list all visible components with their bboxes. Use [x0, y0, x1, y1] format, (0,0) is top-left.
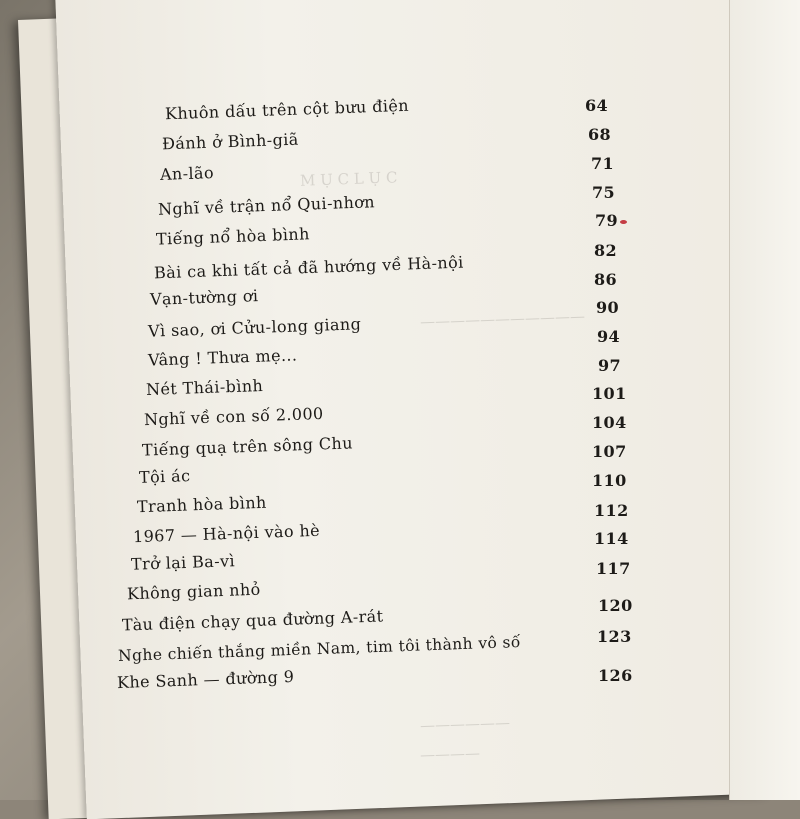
toc-entry-title: Khuôn dấu trên cột bưu điện: [164, 95, 410, 124]
toc-entry-page: 101: [592, 384, 627, 403]
toc-entry-title: Tội ác: [138, 466, 191, 487]
toc-entry-page: 114: [594, 529, 629, 548]
toc-entry-title: Tàu điện chạy qua đường A-rát: [121, 606, 384, 635]
toc-entry-title: Tiếng nổ hòa bình: [155, 224, 311, 249]
toc-entry-page: 126: [598, 666, 633, 685]
toc-entry-page: 86: [594, 270, 618, 289]
toc-entry-title: Nghĩ về con số 2.000: [143, 403, 324, 430]
toc-entry-title: Đánh ở Bình-giã: [161, 129, 299, 154]
bleed-through-line: ——————: [419, 713, 511, 735]
toc-entry-page: 104: [592, 413, 627, 432]
toc-entry-title: Khe Sanh — đường 9: [116, 666, 295, 693]
toc-entry-page: 123: [597, 627, 632, 646]
toc-entry-page: 71: [591, 154, 615, 173]
toc-entry-title: Tiếng quạ trên sông Chu: [141, 433, 354, 460]
toc-entry-title: Không gian nhỏ: [126, 579, 261, 604]
toc-entry-page: 64: [585, 96, 609, 115]
toc-entry-title: Trở lại Ba-vì: [130, 551, 236, 574]
toc-entry-title: Bài ca khi tất cả đã hướng về Hà-nội: [153, 252, 464, 283]
toc-entry-page: 94: [597, 327, 621, 346]
toc-entry-title: Vì sao, ơi Cửu-long giang: [147, 314, 362, 341]
toc-entry-page: 79: [595, 211, 619, 230]
toc-entry-page: 68: [588, 125, 612, 144]
toc-entry-title: Nghe chiến thắng miền Nam, tim tôi thành vô số: [117, 632, 522, 666]
toc-entry-title: Nét Thái-bình: [145, 375, 264, 400]
toc-entry-title: Vạn-tường ơi: [149, 286, 259, 309]
toc-entry-title: 1967 — Hà-nội vào hè: [132, 520, 321, 547]
bleed-through-line: ———————————: [419, 307, 586, 331]
toc-entry-title: Vâng ! Thưa mẹ...: [147, 345, 298, 370]
toc-entry-page: 82: [594, 241, 618, 260]
toc-entry-page: 75: [592, 183, 616, 202]
toc-entry-page: 110: [592, 471, 627, 490]
bleed-through-heading: M Ụ C L Ụ C: [299, 168, 398, 190]
toc-entry-title: An-lão: [159, 163, 215, 184]
toc-entry-page: 107: [592, 442, 627, 461]
toc-entry-page: 120: [598, 596, 633, 615]
toc-entry-title: Tranh hòa bình: [136, 492, 267, 517]
bleed-through-line: ————: [419, 743, 481, 765]
toc-entry-page: 117: [596, 559, 631, 578]
toc-entry-page: 112: [594, 501, 629, 520]
toc-entry-page: 90: [596, 298, 620, 317]
toc-entry-page: 97: [598, 356, 622, 375]
toc-entry-title: Nghĩ về trận nổ Qui-nhơn: [157, 192, 376, 219]
